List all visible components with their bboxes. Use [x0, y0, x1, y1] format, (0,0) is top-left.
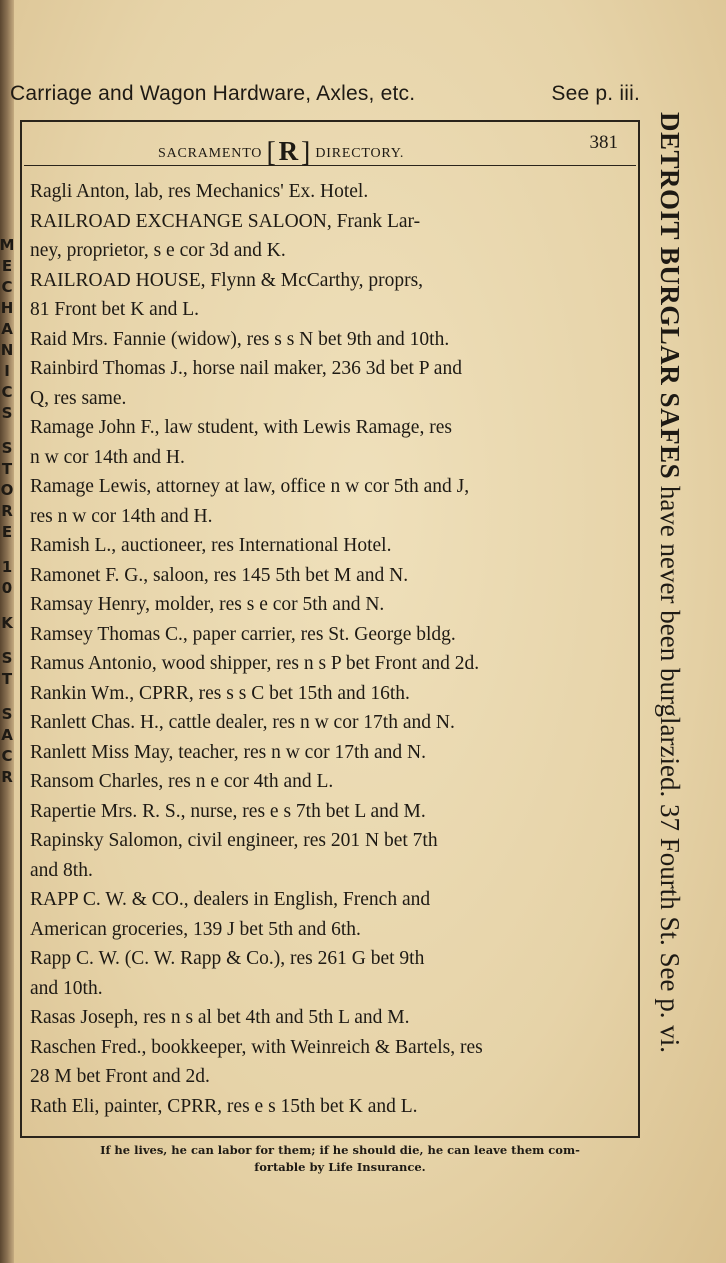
left-ad-letter: C: [1, 383, 13, 401]
directory-entries: [30, 177, 630, 1121]
directory-entry: [30, 620, 630, 650]
entry-line: Rath Eli, painter, CPRR, res e s 15th bet K and L.: [30, 1095, 418, 1117]
left-ad-letter: T: [1, 460, 13, 478]
entry-line: Ramsay Henry, molder, res s e cor 5th and N.: [30, 594, 385, 615]
entry-line: Ramus Antonio, wood shipper, res n s P bet Front and 2d.: [30, 653, 480, 674]
running-head-title: [158, 136, 404, 169]
left-ad-letter: S: [1, 439, 13, 457]
directory-entry: [30, 679, 630, 709]
entry-line: Rainbird Thomas J., horse nail maker, 236 3d bet P and: [30, 358, 462, 379]
left-ad-letter: [0, 690, 19, 704]
entry-line: Ranlett Chas. H., cattle dealer, res n w cor 17th and N.: [30, 712, 455, 733]
directory-entry: [30, 472, 630, 531]
left-ad-letter: [0, 424, 19, 438]
left-ad-letter: S: [1, 404, 13, 422]
left-ad-letter: C: [1, 278, 13, 296]
directory-entry: [30, 767, 630, 797]
directory-entry: [30, 944, 630, 1003]
footer-motto: [20, 1142, 660, 1176]
entry-line: Ramage John F., law student, with Lewis Ramage, res: [30, 417, 452, 438]
left-ad-letter: [0, 543, 19, 557]
top-advertisement: [10, 82, 640, 106]
entry-continuation-line: res n w cor 14th and H.: [30, 505, 213, 527]
directory-entry: [30, 1003, 630, 1033]
directory-entry: [30, 885, 630, 944]
left-ad-letter: R: [1, 502, 13, 520]
directory-entry: [30, 561, 630, 591]
directory-entry: [30, 738, 630, 768]
directory-entry: [30, 177, 630, 207]
directory-entry: [30, 708, 630, 738]
entry-line: Ramsey Thomas C., paper carrier, res St. George bldg.: [30, 623, 456, 645]
right-ad-brand: DETROIT BURGLAR SAFES: [655, 112, 685, 480]
left-ad-letter: A: [1, 726, 13, 744]
entry-continuation-line: ney, proprietor, s e cor 3d and K.: [30, 240, 286, 261]
left-ad-letter: E: [1, 257, 13, 275]
directory-entry: [30, 325, 630, 355]
directory-entry: [30, 826, 630, 885]
left-ad-letter: T: [1, 670, 13, 688]
directory-entry: [30, 413, 630, 472]
left-ad-letter: A: [1, 320, 13, 338]
entry-line: Raschen Fred., bookkeeper, with Weinreich & Bartels, res: [30, 1036, 483, 1058]
entry-line: Ramish L., auctioneer, res International Hotel.: [30, 535, 392, 556]
left-ad-letter: K: [1, 614, 13, 632]
running-head-bracket-open: [: [266, 137, 277, 168]
left-ad-letter: R: [1, 768, 13, 786]
right-margin-advertisement: [650, 112, 690, 1112]
entry-line: Ranlett Miss May, teacher, res n w cor 17th and N.: [30, 741, 426, 763]
directory-entry: [30, 266, 630, 325]
entry-line: Ransom Charles, res n e cor 4th and L.: [30, 771, 334, 792]
entry-line: Ramonet F. G., saloon, res 145 5th bet M and N.: [30, 564, 409, 586]
running-head-directory: DIRECTORY.: [315, 146, 405, 161]
footer-line-1: If he lives, he can labor for them; if he should die, he can leave them com-: [100, 1143, 580, 1157]
running-head: [24, 126, 636, 168]
left-ad-letter: E: [1, 523, 13, 541]
entry-line: Rasas Joseph, res n s al bet 4th and 5th L and M.: [30, 1007, 410, 1028]
directory-entry: [30, 354, 630, 413]
entry-continuation-line: n w cor 14th and H.: [30, 446, 185, 468]
entry-line: RAPP C. W. & CO., dealers in English, French and: [30, 889, 431, 910]
entry-continuation-line: American groceries, 139 J bet 5th and 6th.: [30, 918, 361, 940]
entry-continuation-line: 81 Front bet K and L.: [30, 299, 199, 320]
left-ad-letter: M: [0, 236, 15, 254]
directory-entry: [30, 207, 630, 266]
entry-continuation-line: and 8th.: [30, 859, 93, 881]
entry-line: RAILROAD HOUSE, Flynn & McCarthy, proprs,: [30, 269, 424, 291]
entry-line: Raid Mrs. Fannie (widow), res s s N bet 9th and 10th.: [30, 328, 450, 350]
page-number: 381: [589, 132, 618, 153]
running-head-city: SACRAMENTO: [158, 146, 263, 161]
entry-line: Ragli Anton, lab, res Mechanics' Ex. Hotel.: [30, 181, 369, 202]
top-ad-text: Carriage and Wagon Hardware, Axles, etc.: [10, 82, 416, 105]
entry-continuation-line: Q, res same.: [30, 387, 127, 409]
right-ad-text: have never been burglarzied. 37 Fourth St. See p. vi.: [655, 485, 685, 1053]
entry-continuation-line: and 10th.: [30, 977, 103, 999]
directory-entry: [30, 649, 630, 679]
left-ad-letter: [0, 599, 19, 613]
entry-continuation-line: 28 M bet Front and 2d.: [30, 1066, 210, 1087]
left-ad-letter: I: [4, 362, 10, 380]
directory-entry: [30, 1092, 630, 1122]
directory-entry: [30, 531, 630, 561]
left-ad-letter: H: [0, 299, 14, 317]
entry-line: Ramage Lewis, attorney at law, office n w cor 5th and J,: [30, 476, 470, 497]
directory-entry: [30, 1033, 630, 1092]
directory-entry: [30, 590, 630, 620]
entry-line: RAILROAD EXCHANGE SALOON, Frank Lar-: [30, 210, 421, 232]
footer-line-2: fortable by Life Insurance.: [254, 1160, 426, 1174]
left-ad-letter: [0, 634, 19, 648]
running-head-bracket-close: ]: [300, 137, 312, 168]
top-ad-page-ref: See p. iii.: [551, 82, 640, 105]
left-margin-advertisement: [0, 235, 19, 1035]
directory-entry: [30, 797, 630, 827]
left-ad-letter: 0: [1, 579, 13, 597]
entry-line: Rankin Wm., CPRR, res s s C bet 15th and 16th.: [30, 682, 410, 704]
left-ad-letter: S: [1, 705, 13, 723]
left-ad-letter: N: [0, 341, 14, 359]
left-ad-letter: C: [1, 747, 13, 765]
entry-line: Rapinsky Salomon, civil engineer, res 201 N bet 7th: [30, 830, 438, 851]
left-ad-letter: S: [1, 649, 13, 667]
entry-line: Rapp C. W. (C. W. Rapp & Co.), res 261 G bet 9th: [30, 948, 425, 969]
running-head-letter: R: [278, 136, 299, 166]
left-ad-letter: 1: [1, 558, 13, 576]
left-ad-letter: O: [0, 481, 14, 499]
entry-line: Rapertie Mrs. R. S., nurse, res e s 7th bet L and M.: [30, 800, 426, 822]
